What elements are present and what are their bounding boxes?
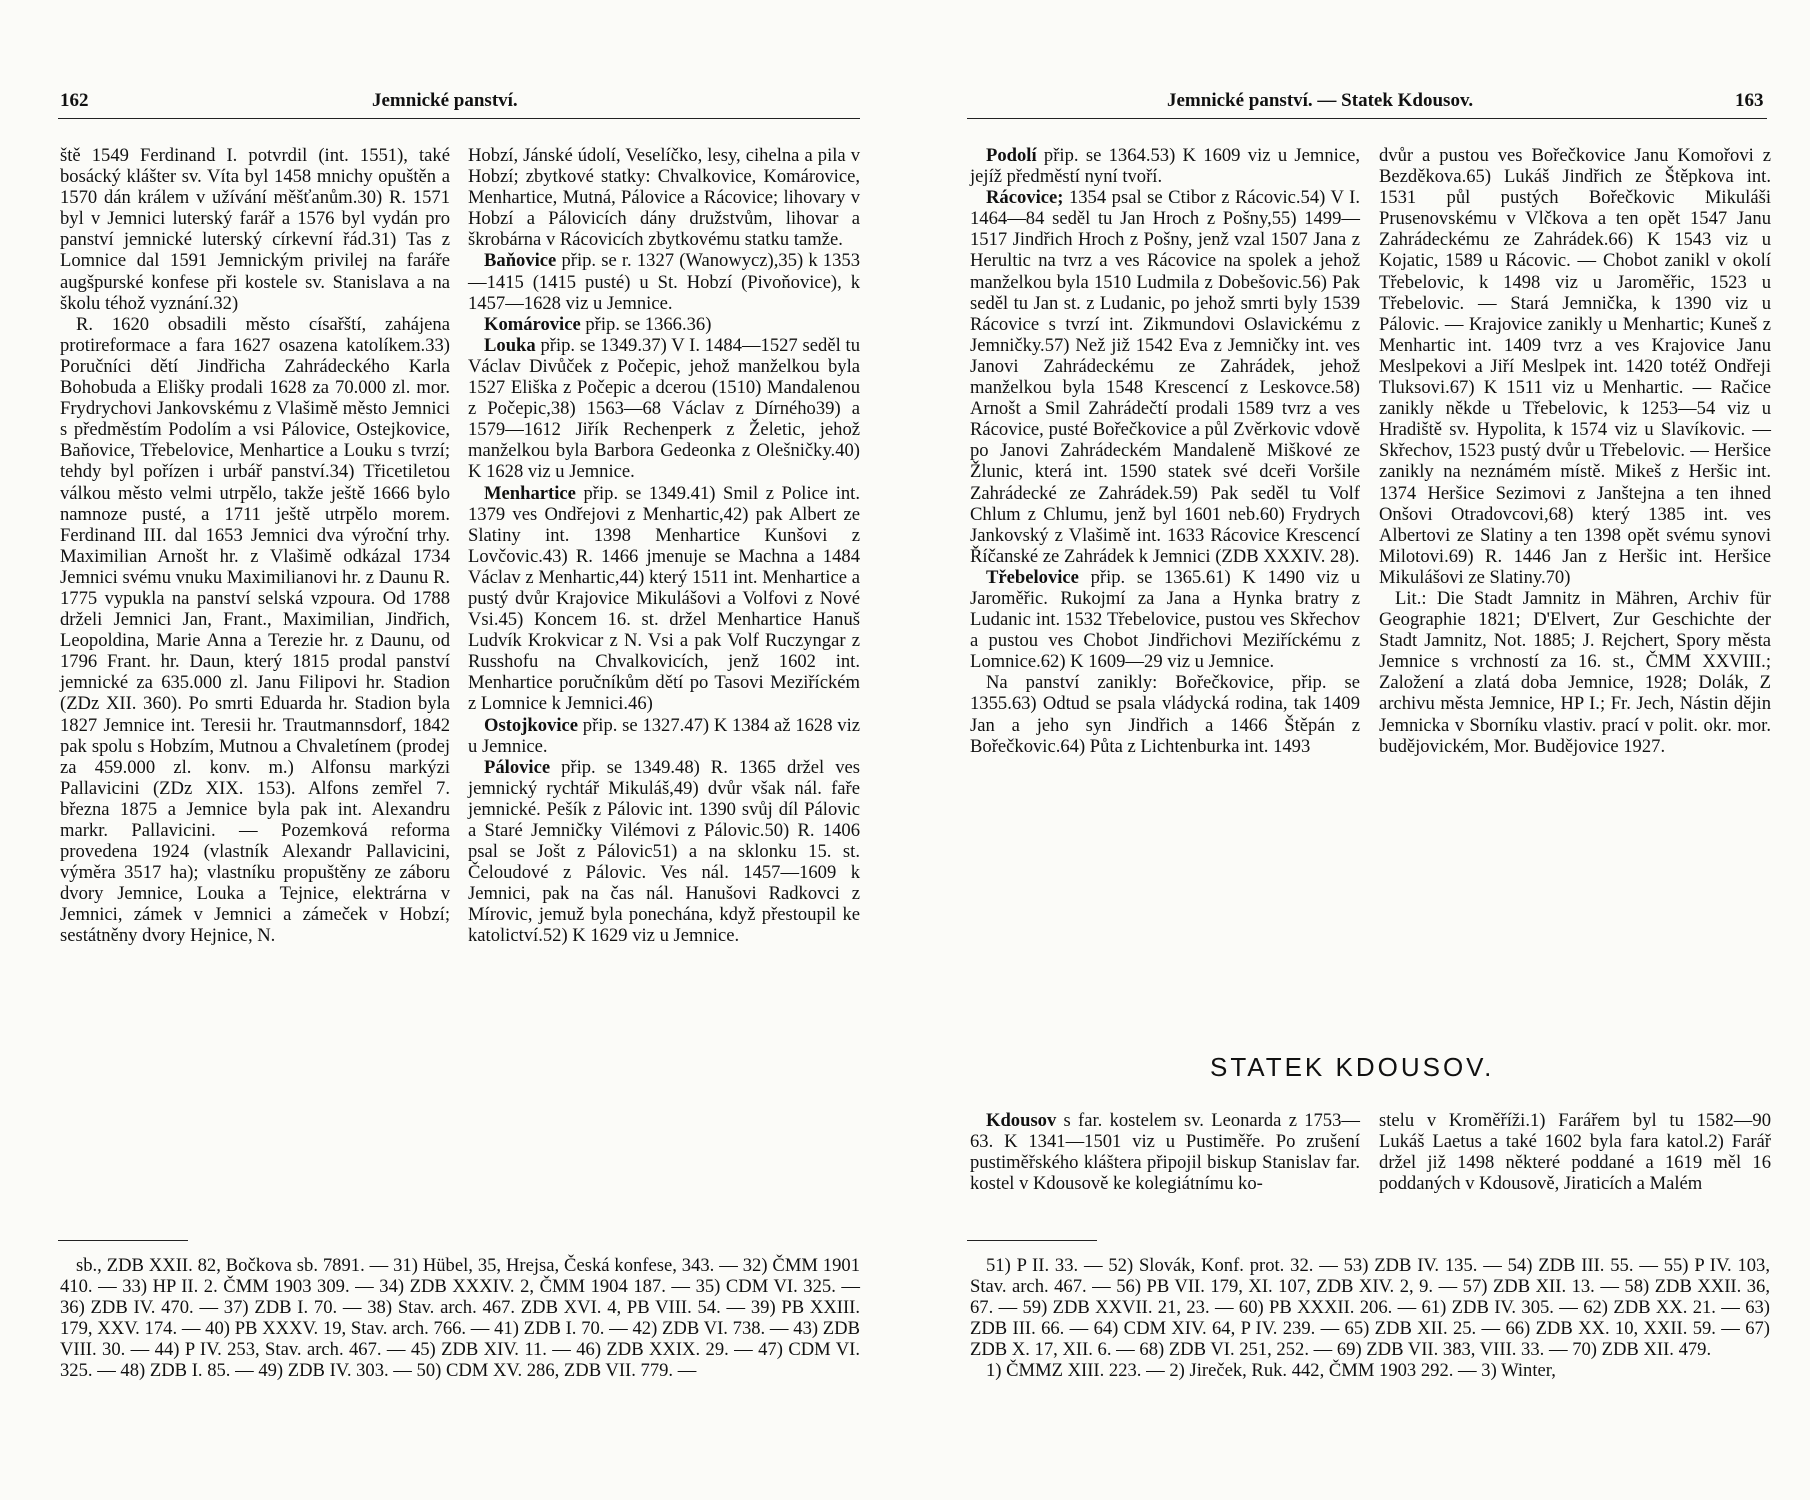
entry-palovice: Pálovice přip. se 1349.48) R. 1365 držel ves jemnický rychtář Mikuláš,49) dvůr však nál. faře jemnické. Pešík z Pálovic int. 1390 svůj díl Pálovic a Staré Jemničky Vilémovi z Pálovic.50) R. 1406 psal se Jošt z Pálovic51) a na sklonku 15. st. Čeloudové z Pálovic. Ves nál. 1457—1609 k Jemnici, pak na čas nál. Hanušovi Radkovci z Mírovic, jemuž byla ponechána, když přestoupil ke katolictví.52) K 1629 viz u Jemnice. [468,756,860,947]
entry-komarovice: Komárovice přip. se 1366.36) [484,313,712,335]
kdousov-column-1 [970,1110,1360,1194]
left-column-2 [468,145,860,947]
section-title: STATEK KDOUSOV. [1210,1052,1495,1082]
entry-ostojkovice: Ostojkovice přip. se 1327.47) K 1384 až 1628 viz u Jemnice. [468,714,860,757]
left-column-1 [60,145,450,947]
paragraph: Hobzí, Jánské údolí, Veselíčko, lesy, cihelna a pila v Hobzí; zbytkové statky: Chvalkovice, Komárovice, Menhartice, Mutná, Pálovice a Rácovice; lihovary v Hobzí a Pálovicích dány družstvům, lihovar a škrobárna v Rácovicích zbytkovému statku tamže. [468,145,860,251]
page-number-right: 163 [1735,90,1764,111]
footnotes-right [970,1255,1770,1382]
paragraph: R. 1620 obsadili město císařští, zahájena protireformace a fara 1627 osazena katolíkem.33) Poručníci dětí Jindřicha Zahrádeckého Karla Bohobuda a Elišky prodali 1628 za 70.000 zl. mor. Frydrychovi Jankovskému z Vlašimě město Jemnici s předměstím Podolím a vsi Pálovice, Ostejkovice, Baňovice, Třebelovice, Menhartice a Louku s tvrzí; tehdy byl pořízen i urbář panství.34) Třicetiletou válkou město velmi utrpělo, takže ještě 1666 bylo namnoze pusté, a 1711 ještě utrpělo morem. Ferdinand III. dal 1653 Jemnici dva výroční trhy. Maximilian Arnošt hr. z Vlašimě odkázal 1734 Jemnici svému vnuku Maximilianovi hr. z Daunu R. 1775 vypukla na panství selská vzpoura. Od 1788 drželi Jemnici Jan, Frant., Maximilian, Jindřich, Leopoldina, Marie Anna a Terezie hr. z Daunu, od 1796 Frant. hr. Daun, který 1815 prodal panství jemnické za 635.000 zl. Janu Filipovi hr. Stadion (ZDz XII. 360). Po smrti Eduarda hr. Stadion byla 1827 Jemnice int. Teresii hr. Trautmannsdorf, 1842 pak spolu s Hobzím, Mutnou a Chvaletínem (prodej za 459.000 zl. konv. m.) Alfonsu markýzi Pallavicini (ZDz XIX. 153). Alfons zemřel 7. března 1875 a Jemnice byla pak int. Alexandru markr. Pallavicini. — Pozemková reforma provedena 1924 (vlastník Alexandr Pallavicini, výměra 3517 ha); vlastníku propuštěny ze záboru dvory Jemnice, Louka a Tejnice, elektrárna v Jemnici, zámek v Jemnici a zámeček v Hobzí; sestátněny dvory Hejnice, N. [60,313,450,947]
paragraph: ště 1549 Ferdinand I. potvrdil (int. 1551), také bosácký klášter sv. Víta byl 1458 mnichy opuštěn a 1570 dán králem v užívání měšťanům.30) R. 1571 byl v Jemnici luterský farář a 1576 byl vydán pro panství jemnické luterský církevní řád.31) Tas z Lomnice dal 1591 Jemnickým privilej na faráře augšpurské konfese při kostele sv. Stanislava a na školu téhož vyznání.32) [60,145,450,314]
footnote-rule-left [58,1240,188,1241]
entry-zanikle: Na panství zanikly: Bořečkovice, přip. se 1355.63) Odtud se psala vládycká rodina, tak 1409 Jan a jeho syn Jindřich a 1466 Štěpán z Bořečkovic.64) Půta z Lichtenburka int. 1493 [970,672,1360,757]
footnote-text: 51) P II. 33. — 52) Slovák, Konf. prot. 32. — 53) ZDB IV. 135. — 54) ZDB III. 55. — 55) P IV. 103, Stav. arch. 467. — 56) PB VII. 179, XI. 107, ZDB XIV. 2, 9. — 57) ZDB XII. 13. — 58) ZDB XXII. 36, 67. — 59) ZDB XXVII. 21, 23. — 60) PB XXXII. 206. — 61) ZDB IV. 305. — 62) ZDB XX. 21. — 63) ZDB III. 66. — 64) CDM XIV. 64, P IV. 239. — 65) ZDB XII. 25. — 66) ZDB XX. 10, XXII. 59. — 67) ZDB X. 17, XII. 6. — 68) ZDB VI. 251, 252. — 69) ZDB VII. 383, VIII. 33. — 70) ZDB XII. 479. [970,1255,1770,1361]
entry-banovice: Baňovice přip. se r. 1327 (Wanowycz),35) k 1353—1415 (1415 pusté) u St. Hobzí (Pivoňovice), k 1457—1628 viz u Jemnice. [468,250,860,314]
entry-louka: Louka přip. se 1349.37) V I. 1484—1527 seděl tu Václav Divůček z Počepic, jehož manželkou byla 1527 Eliška z Počepic a dcerou (1510) Mandalenou z Počepic,38) 1563—68 Václav z Dírného39) a 1579—1612 Jiřík Rechenperk z Želetic, jehož manželkou byla Barbora Gedeonka z Olešničky.40) K 1628 viz u Jemnice. [468,334,860,483]
entry-racovice: Rácovice; 1354 psal se Ctibor z Rácovic.54) V I. 1464—84 seděl tu Jan Hroch z Pošny,55) 1499—1517 Jindřich Hroch z Pošny, jenž vzal 1507 Jana z Herultic na tvrz a ves Rácovice na spolek a jehož manželkou byla 1510 Ludmila z Dobešovic.56) Pak seděl tu Jan st. z Ludanic, po jehož smrti byly 1539 Rácovice s tvrzí int. Zikmundovi Oslavickému z Jemničky.57) Než již 1542 Eva z Jemničky int. ves Janovi Zahrádeckému ze Zahrádek, jehož manželkou byla 1548 Krescencí z Leskovce.58) Arnošt a Smil Zahrádečtí prodali 1589 tvrz a ves Rácovice, pusté Bořečkovice a půl Zvěrkovic vdově po Janovi Zahrádeckém Mandaleně Miškové ze Žlunic, která int. 1590 statek své dceři Voršile Zahrádecké ze Zahrádek.59) Pak seděl tu Volf Chlum z Chlumu, jenž byl 1601 neb.60) Frydrych Jankovský z Vlašimě int. 1633 Rácovice Krescencí Říčanské ze Zahrádek k Jemnici (ZDB XXXIV. 28). [970,187,1360,567]
entry-menhartice: Menhartice přip. se 1349.41) Smil z Police int. 1379 ves Ondřejovi z Menhartic,42) pak Albert ze Slatiny int. 1398 Menhartice Kunšovi z Lovčovic.43) R. 1466 jmenuje se Machna a 1484 Václav z Menhartic,44) který 1511 int. Menhartice a pustý dvůr Krajovice Mikulášovi a Volfovi z Nové Vsi.45) Koncem 16. st. držel Menhartice Hanuš Ludvík Krokvicar z N. Vsi a pak Volf Ruczyngar z Russhofu na Chvalkovicích, jenž 1602 int. Menhartice poručníkům dětí po Tasovi Meziříckém z Lomnice k Jemnici.46) [468,482,860,715]
kdousov-column-2 [1379,1110,1771,1194]
left-page [0,0,900,1500]
running-head-right: Jemnické panství. — Statek Kdousov. [1167,90,1474,111]
right-column-2 [1379,145,1771,757]
right-page [905,0,1810,1500]
entry-trebelovice: Třebelovice přip. se 1365.61) K 1490 viz u Jaroměřic. Rukojmí za Jana a Hynka bratry z Ludanic int. 1532 Třebelovice, pustou ves Skřechov a pustou ves Chobot Jindřichovi Meziříckému z Lomnice.62) K 1609—29 viz u Jemnice. [970,566,1360,673]
entry-podoli: Podolí přip. se 1364.53) K 1609 viz u Jemnice, jejíž předměstí nyní tvoří. [970,145,1360,188]
literature: Lit.: Die Stadt Jamnitz in Mähren, Archiv für Geographie 1821; D'Elvert, Zur Geschichte der Stadt Jamnitz, Not. 1885; J. Rejchert, Spory města Jemnice s vrchností za 16. st., ČMM XXVIII.; Založení a zlatá doba Jemnice, 1928; Dolák, Z archivu města Jemnice, HP I.; Fr. Jech, Nástin dějin Jemnicka v Sborníku vlastiv. prací v polit. okr. mor. budějovickém, Mor. Budějovice 1927. [1379,587,1771,757]
right-column-1 [970,145,1360,757]
paragraph: stelu v Kroměříži.1) Farářem byl tu 1582—90 Lukáš Laetus a také 1602 byla fara katol.2) Farář držel již 1498 některé poddané a 1619 měl 16 poddaných v Kdousově, Jiraticích a Malém [1379,1110,1771,1195]
entry-kdousov: Kdousov s far. kostelem sv. Leonarda z 1753—63. K 1341—1501 viz u Pustiměře. Po zrušení pustiměřského kláštera připojil biskup Stanislav far. kostel v Kdousově ke kolegiátnímu ko- [970,1110,1360,1195]
page-number-left: 162 [60,90,89,111]
footnote-text: sb., ZDB XXII. 82, Bočkova sb. 7891. — 31) Hübel, 35, Hrejsa, Česká konfese, 343. — 32) ČMM 1901 410. — 33) HP II. 2. ČMM 1903 309. — 34) ZDB XXXIV. 2, ČMM 1904 187. — 35) CDM VI. 325. — 36) ZDB IV. 470. — 37) ZDB I. 70. — 38) Stav. arch. 467. ZDB XVI. 4, PB VIII. 54. — 39) PB XXIII. 179, XXV. 174. — 40) PB XXXV. 19, Stav. arch. 766. — 41) ZDB I. 70. — 42) ZDB VI. 738. — 43) ZDB VIII. 30. — 44) P IV. 253, Stav. arch. 467. — 45) ZDB XIV. 11. — 46) ZDB XXIX. 29. — 47) CDM VI. 325. — 48) ZDB I. 85. — 49) ZDB IV. 303. — 50) CDM XV. 286, ZDB VII. 779. — [60,1255,860,1382]
footnote-rule-right [967,1240,1097,1241]
running-head-left: Jemnické panství. [372,90,518,111]
header-rule-left [58,118,860,119]
footnotes-left [60,1255,860,1382]
footnote-text: 1) ČMMZ XIII. 223. — 2) Jireček, Ruk. 442, ČMM 1903 292. — 3) Winter, [986,1360,1556,1382]
header-rule-right [967,118,1767,119]
paragraph: dvůr a pustou ves Bořečkovice Janu Komořovi z Bezděkova.65) Lukáš Jindřich ze Štěpkova int. 1531 půl pustých Bořečkovic Mikuláši Prusenovskému v Vlčkova a ten opět 1547 Janu Zahrádeckému ze Zahrádek.66) K 1543 viz u Kojatic, 1589 u Rácovic. — Chobot zanikl v okolí Třebelovic, k 1498 viz u Jaroměřic, 1523 u Třebelovic. — Stará Jemnička, k 1390 viz u Pálovic. — Krajovice zanikly u Menhartic; Kuneš z Menhartic int. 1409 tvrz a ves Krajovice Janu Meslpekovi a Jiří Meslpek int. 1420 totéž Ondřeji Tluksovi.67) K 1511 viz u Menhartic. — Račice zanikly někde u Třebelovic, k 1253—54 viz u Hradiště sv. Hypolita, k 1574 viz u Slavíkovic. — Skřechov, 1523 pustý dvůr u Třebelovic. — Heršice zanikly na neznámém místě. Mikeš z Heršic int. 1374 Heršice Sezimovi z Janštejna a ten ihned Onšovi Otradovcovi,68) který 1385 int. ves Albertovi ze Slatiny a ten 1398 opět svému synovi Milotovi.69) R. 1446 Jan z Heršic int. Heršice Mikulášovi ze Slatiny.70) [1379,145,1771,588]
